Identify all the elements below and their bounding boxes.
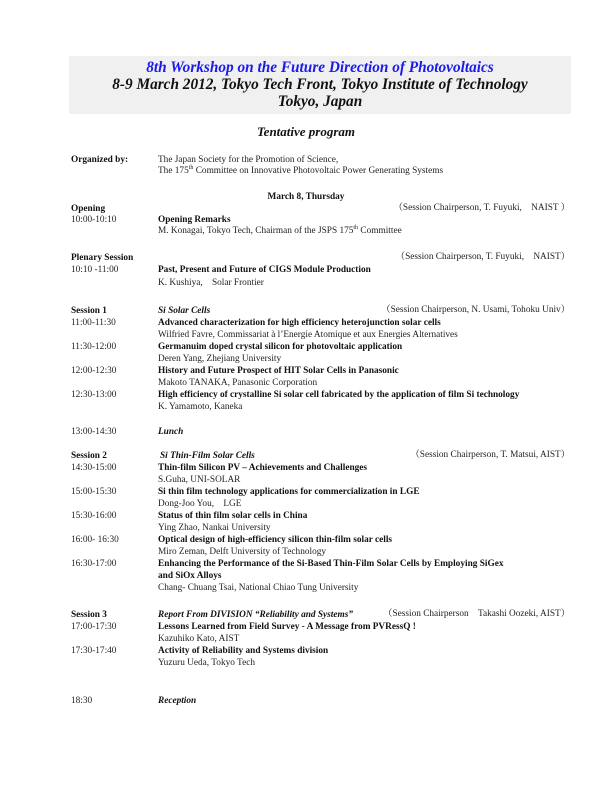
- talk-speaker: Ying Zhao, Nankai University: [158, 523, 271, 533]
- session2-label: Session 2: [71, 451, 107, 461]
- session3-topic: Report From DIVISION “Reliability and Systems”: [158, 610, 353, 620]
- talk-time: 15:30-16:00: [71, 511, 117, 521]
- talk-speaker: Yuzuru Ueda, Tokyo Tech: [158, 658, 255, 668]
- talk-time: 11:30-12:00: [71, 342, 117, 352]
- talk-time: 16:00- 16:30: [71, 535, 119, 545]
- talk-speaker: Wilfried Favre, Commissariat à l’Energie Atomique et aux Energies Alternatives: [158, 330, 458, 340]
- talk-title: History and Future Prospect of HIT Solar Cells in Panasonic: [158, 366, 399, 376]
- workshop-title: 8th Workshop on the Future Direction of Photovoltaics: [146, 59, 494, 76]
- session2-chair: （Session Chairperson, T. Matsui, AIST）: [410, 450, 570, 460]
- talk-speaker: Miro Zeman, Delft University of Technology: [158, 547, 327, 557]
- header-banner: [69, 56, 571, 114]
- talk-time: 14:30-15:00: [71, 463, 117, 473]
- session3-chair: （Session Chairperson Takashi Oozeki, AIST）: [383, 609, 570, 619]
- session1-topic: Si Solar Cells: [158, 306, 211, 316]
- talk-speaker: Kazuhiko Kato, AIST: [158, 634, 240, 644]
- lunch-label: Lunch: [158, 427, 184, 437]
- talk-time: 17:00-17:30: [71, 622, 117, 632]
- workshop-location: Tokyo, Japan: [277, 93, 363, 110]
- talk-speaker: Deren Yang, Zhejiang University: [158, 354, 282, 364]
- talk-title-continued: and SiOx Alloys: [158, 571, 222, 581]
- talk-time: 16:30-17:00: [71, 559, 117, 569]
- talk-title: Enhancing the Performance of the Si-Based Thin-Film Solar Cells by Employing SiGex: [158, 559, 504, 569]
- talk-time: 12:30-13:00: [71, 390, 117, 400]
- talk-time: 17:30-17:40: [71, 646, 117, 656]
- opening-chair: （Session Chairperson, T. Fuyuki, NAIST ）: [393, 203, 570, 213]
- talk-time: 15:00-15:30: [71, 487, 117, 497]
- ordinal-suffix: th: [353, 225, 359, 231]
- session1-chair: （Session Chairperson, N. Usami, Tohoku Univ）: [381, 305, 570, 315]
- session2-topic: Si Thin-Film Solar Cells: [160, 451, 255, 461]
- talk-speaker: Chang- Chuang Tsai, National Chiao Tung University: [158, 583, 359, 593]
- talk-speaker: K. Yamamoto, Kaneka: [158, 402, 243, 412]
- talk-speaker: Makoto TANAKA, Panasonic Corporation: [158, 378, 318, 388]
- talk-title: Advanced characterization for high efficiency heterojunction solar cells: [158, 318, 441, 328]
- organizers-label: Organized by:: [71, 155, 129, 165]
- talk-title: Si thin film technology applications for commercialization in LGE: [158, 487, 420, 497]
- session1-label: Session 1: [71, 306, 107, 316]
- reception-label: Reception: [158, 696, 197, 706]
- day-heading: March 8, Thursday: [267, 192, 345, 202]
- organizer-text: The 175: [158, 166, 189, 176]
- talk-time: 11:00-11:30: [71, 318, 116, 328]
- plenary-time: 10:10 -11:00: [71, 265, 119, 275]
- talk-title: Germanuim doped crystal silicon for photovoltaic application: [158, 342, 403, 352]
- lunch-time: 13:00-14:30: [71, 427, 117, 437]
- plenary-chair: （Session Chairperson, T. Fuyuki, NAIST）: [395, 252, 570, 262]
- organizer-line-1: The Japan Society for the Promotion of Science,: [158, 155, 339, 165]
- opening-time: 10:00-10:10: [71, 215, 117, 225]
- plenary-title: Past, Present and Future of CIGS Module Production: [158, 265, 371, 275]
- organizer-line-2: [158, 166, 443, 177]
- reception-time: 18:30: [71, 696, 93, 706]
- plenary-label: Plenary Session: [71, 253, 134, 263]
- plenary-speaker: K. Kushiya, Solar Frontier: [158, 278, 264, 288]
- talk-speaker: Dong-Joo You, LGE: [158, 499, 242, 509]
- ordinal-suffix: th: [188, 165, 194, 171]
- talk-title: Lessons Learned from Field Survey - A Message from PVRessQ !: [158, 622, 416, 632]
- talk-time: 12:00-12:30: [71, 366, 117, 376]
- opening-label: Opening: [71, 204, 106, 214]
- talk-title: High efficiency of crystalline Si solar cell fabricated by the application of film Si technology: [158, 390, 520, 400]
- speaker-text: Committee: [358, 226, 402, 236]
- session3-label: Session 3: [71, 610, 107, 620]
- talk-title: Activity of Reliability and Systems division: [158, 646, 329, 656]
- talk-speaker: S.Guha, UNI-SOLAR: [158, 475, 241, 485]
- opening-speaker: [158, 226, 402, 237]
- talk-title: Status of thin film solar cells in China: [158, 511, 308, 521]
- opening-title: Opening Remarks: [158, 215, 231, 225]
- talk-title: Thin-film Silicon PV – Achievements and Challenges: [158, 463, 368, 473]
- page-subtitle: Tentative program: [256, 124, 356, 139]
- talk-title: Optical design of high-efficiency silicon thin-film solar cells: [158, 535, 393, 545]
- speaker-text: M. Konagai, Tokyo Tech, Chairman of the JSPS 175: [158, 226, 354, 236]
- organizer-text: Committee on Innovative Photovoltaic Power Generating Systems: [193, 166, 444, 176]
- workshop-dates-venue: 8-9 March 2012, Tokyo Tech Front, Tokyo Institute of Technology: [112, 76, 528, 93]
